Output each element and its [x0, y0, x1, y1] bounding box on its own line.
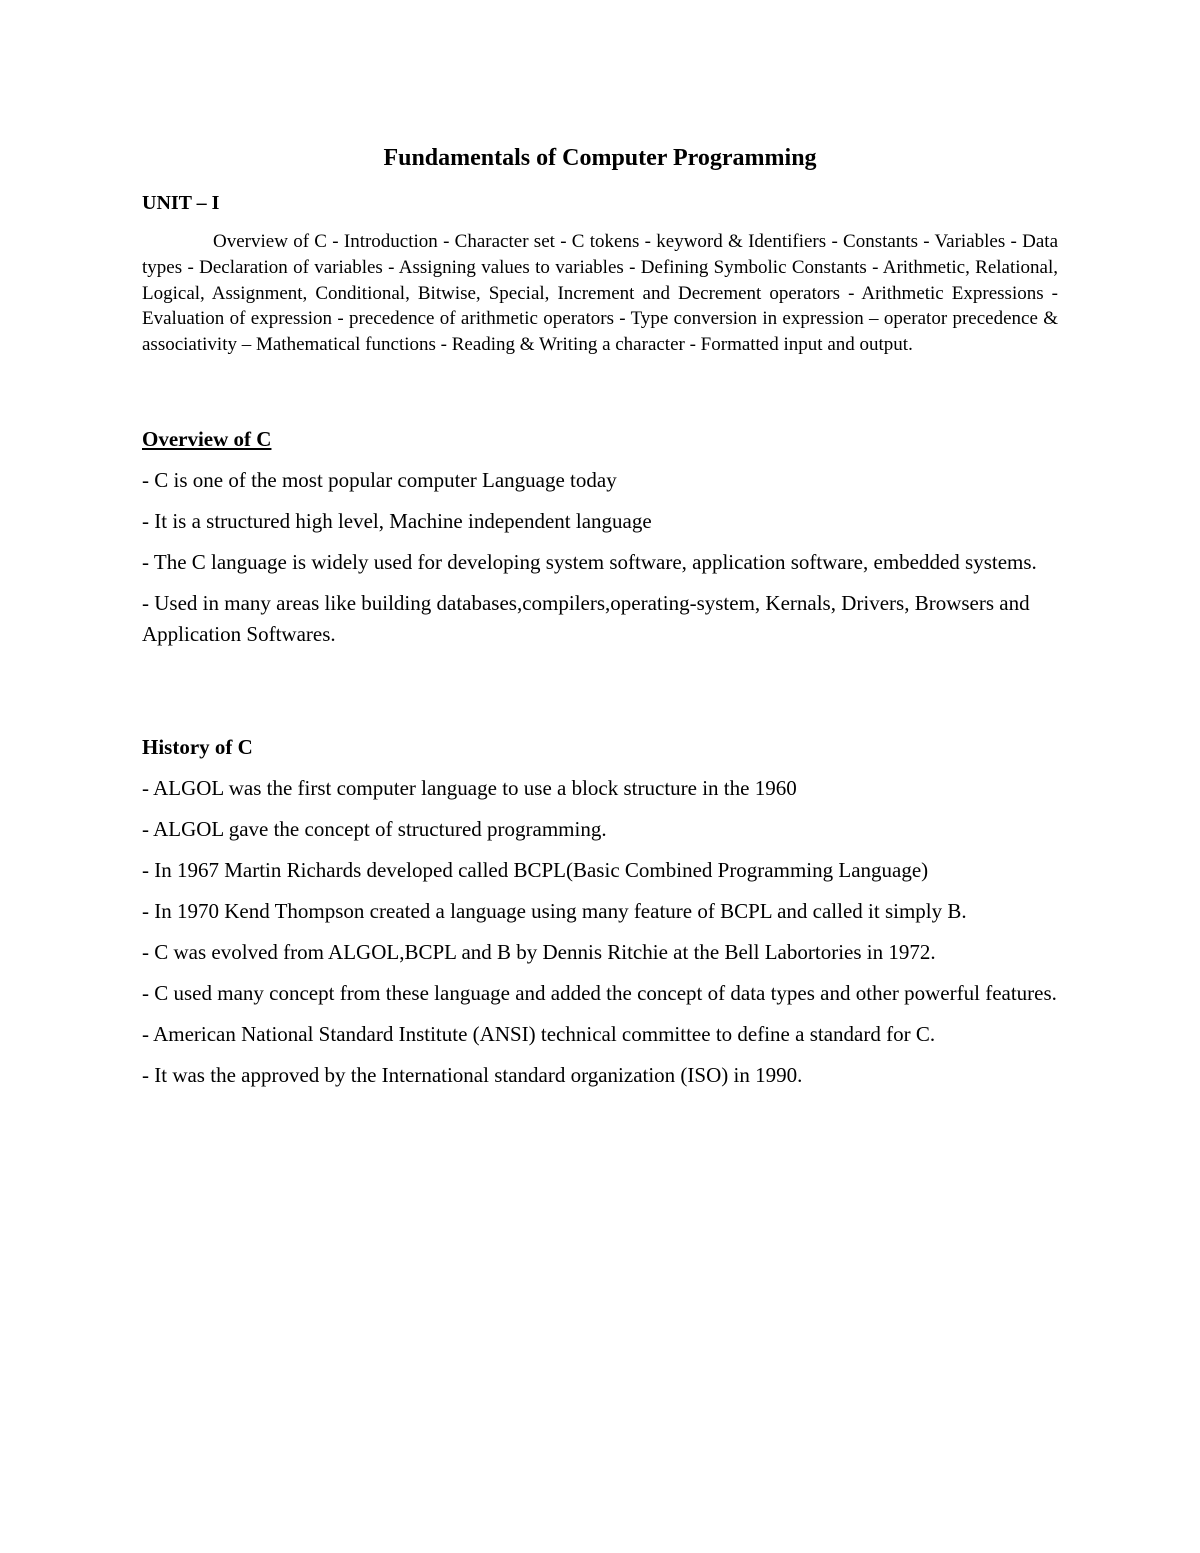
document-title: Fundamentals of Computer Programming [383, 145, 817, 171]
overview-heading: Overview of C [142, 427, 272, 451]
unit-heading: UNIT – I [142, 192, 220, 214]
list-item: - C was evolved from ALGOL,BCPL and B by Dennis Ritchie at the Bell Labortories in 1972. [142, 940, 936, 964]
list-item: - The C language is widely used for developing system software, application software, embedded systems. [142, 550, 1037, 574]
list-item: - C is one of the most popular computer Language today [142, 468, 617, 492]
overview-list [142, 465, 1072, 660]
list-item: - ALGOL gave the concept of structured programming. [142, 817, 607, 841]
list-item: - In 1967 Martin Richards developed called BCPL(Basic Combined Programming Language) [142, 858, 929, 882]
history-list [142, 773, 1072, 1101]
list-item: - In 1970 Kend Thompson created a language using many feature of BCPL and called it simply B. [142, 899, 967, 923]
list-item: - It was the approved by the International standard organization (ISO) in 1990. [142, 1063, 803, 1087]
list-item: - ALGOL was the first computer language to use a block structure in the 1960 [142, 776, 797, 800]
history-heading: History of C [142, 735, 253, 759]
syllabus-paragraph: Overview of C - Introduction - Character set - C tokens - keyword & Identifiers - Constants - Variables - Data types - Declaration of variables - Assigning values to variables - Defining Symbolic Constants - Arithmetic, Relational, Logical, Assignment, Conditional, Bitwise, Special, Increment and Decrement operators - Arithmetic Expressions - Evaluation of expression - precedence of arithmetic operators - Type conversion in expression – operator precedence & associativity – Mathematical functions - Reading & Writing a character - Formatted input and output. [142, 231, 1058, 356]
list-item: - It is a structured high level, Machine independent language [142, 509, 652, 533]
list-item: - American National Standard Institute (ANSI) technical committee to define a standard for C. [142, 1022, 936, 1046]
list-item: - Used in many areas like building databases,compilers,operating-system, Kernals, Drivers, Browsers and Application Softwares. [142, 591, 1030, 646]
list-item: - C used many concept from these language and added the concept of data types and other powerful features. [142, 981, 1057, 1005]
